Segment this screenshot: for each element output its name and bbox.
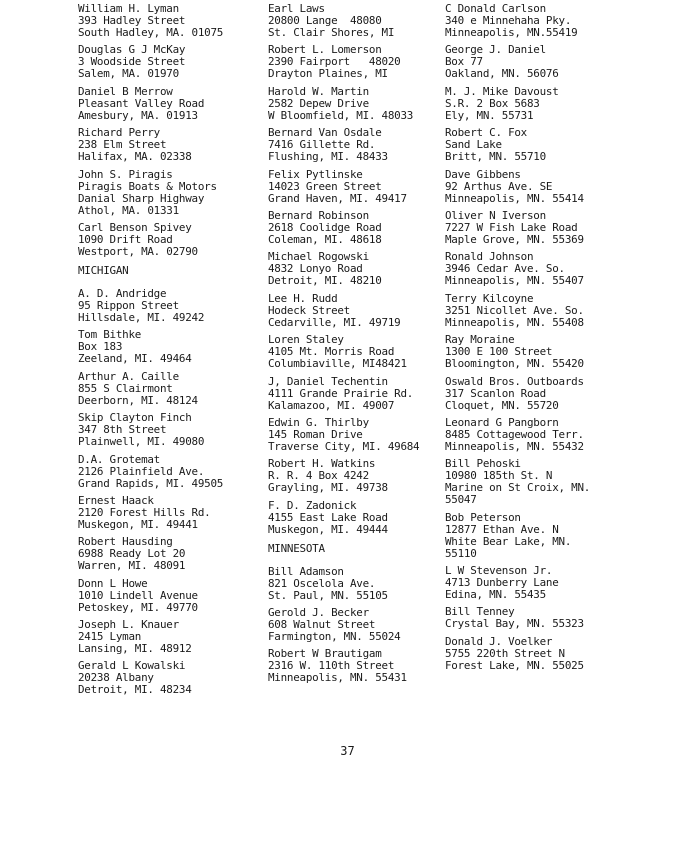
address-line: 5755 220th Street N — [445, 646, 565, 660]
address-line: 855 S Clairmont — [78, 381, 173, 395]
address-entry — [445, 417, 660, 453]
address-entry — [445, 44, 660, 80]
address-entry — [445, 293, 660, 329]
entry-name: Bernard Van Osdale — [268, 126, 382, 140]
entry-name: Richard Perry — [78, 126, 160, 140]
address-entry — [445, 565, 660, 601]
address-line: Hodeck Street — [268, 303, 350, 317]
entry-name: Robert C. Fox — [445, 126, 527, 140]
address-entry — [78, 536, 263, 572]
address-line: Maple Grove, MN. 55369 — [445, 232, 584, 246]
address-entry — [268, 3, 443, 39]
address-line: Deerborn, MI. 48124 — [78, 393, 198, 407]
address-line: Minneapolis, MN. 55414 — [445, 191, 584, 205]
address-line: 2582 Depew Drive — [268, 96, 369, 110]
address-entry — [445, 127, 660, 163]
page-number: 37 — [340, 744, 355, 758]
address-line: R. R. 4 Box 4242 — [268, 469, 369, 483]
address-entry — [445, 512, 660, 560]
address-line: 4832 Lonyo Road — [268, 262, 363, 276]
entry-name: Harold W. Martin — [268, 84, 369, 98]
entry-name: Oliver N Iverson — [445, 208, 546, 222]
address-entry — [78, 578, 263, 614]
entry-name: Edwin G. Thirlby — [268, 415, 369, 429]
entry-name: Carl Benson Spivey — [78, 220, 192, 234]
address-line: Piragis Boats & Motors — [78, 179, 217, 193]
address-line: Kalamazoo, MI. 49007 — [268, 398, 395, 412]
address-line: Warren, MI. 48091 — [78, 559, 186, 573]
address-line: Sand Lake — [445, 138, 502, 152]
address-line: 92 Arthus Ave. SE — [445, 179, 553, 193]
address-line: 145 Roman Drive — [268, 427, 363, 441]
address-line: Athol, MA. 01331 — [78, 203, 179, 217]
address-line: 6988 Ready Lot 20 — [78, 547, 186, 561]
address-entry — [78, 3, 263, 39]
entry-name: Ray Moraine — [445, 333, 515, 347]
entry-name: C Donald Carlson — [445, 2, 546, 15]
entry-name: Leonard G Pangborn — [445, 415, 559, 429]
address-column-2 — [268, 3, 443, 690]
address-line: Minneapolis, MN. 55408 — [445, 315, 584, 329]
address-line: Hillsdale, MI. 49242 — [78, 310, 205, 324]
address-line: Grand Haven, MI. 49417 — [268, 191, 407, 205]
address-line: 2316 W. 110th Street — [268, 659, 395, 673]
address-line: 8485 Cottagewood Terr. — [445, 427, 584, 441]
entry-name: F. D. Zadonick — [268, 498, 357, 512]
entry-name: Gerold J. Becker — [268, 606, 369, 620]
entry-name: A. D. Andridge — [78, 286, 167, 300]
address-line: Box 183 — [78, 340, 123, 354]
address-line: 7227 W Fish Lake Road — [445, 220, 578, 234]
entry-name: Felix Pytlinske — [268, 167, 363, 181]
address-entry — [445, 636, 660, 672]
address-line: 2415 Lyman — [78, 630, 142, 644]
entry-name: Bernard Robinson — [268, 208, 369, 222]
address-line: Columbiaville, MI48421 — [268, 357, 407, 371]
address-line: 317 Scanlon Road — [445, 386, 546, 400]
address-line: 95 Rippon Street — [78, 298, 179, 312]
address-entry — [268, 417, 443, 453]
entry-name: M. J. Mike Davoust — [445, 84, 559, 98]
address-entry — [78, 495, 263, 531]
address-column-1 — [78, 3, 263, 702]
entry-name: Bob Peterson — [445, 510, 521, 524]
state-heading: MINNESOTA — [268, 541, 325, 555]
address-entry — [268, 293, 443, 329]
entry-name: Donald J. Voelker — [445, 634, 553, 648]
address-line: S.R. 2 Box 5683 — [445, 96, 540, 110]
address-entry — [78, 371, 263, 407]
address-line: Lansing, MI. 48912 — [78, 642, 192, 656]
address-line: Detroit, MI. 48210 — [268, 274, 382, 288]
entry-name: George J. Daniel — [445, 43, 546, 57]
address-line: 4155 East Lake Road — [268, 510, 388, 524]
entry-name: J, Daniel Techentin — [268, 374, 388, 388]
address-line: 20800 Lange 48080 — [268, 14, 382, 27]
address-entry — [268, 169, 443, 205]
address-entry — [268, 607, 443, 643]
address-entry — [268, 334, 443, 370]
address-entry — [78, 127, 263, 163]
entry-name: Michael Rogowski — [268, 250, 369, 264]
address-line: Muskegon, MI. 49441 — [78, 517, 198, 531]
address-entry — [78, 454, 263, 490]
address-entry — [445, 86, 660, 122]
address-line: Amesbury, MA. 01913 — [78, 108, 198, 122]
address-entry — [445, 334, 660, 370]
address-line: Minneapolis, MN. 55407 — [445, 274, 584, 288]
address-entry — [268, 458, 443, 494]
address-line: 1010 Lindell Avenue — [78, 588, 198, 602]
entry-name: Dave Gibbens — [445, 167, 521, 181]
address-line: Zeeland, MI. 49464 — [78, 352, 192, 366]
address-line: 347 8th Street — [78, 423, 167, 437]
address-line: Traverse City, MI. 49684 — [268, 439, 420, 453]
address-entry — [445, 3, 660, 39]
address-line: Pleasant Valley Road — [78, 96, 205, 110]
address-line: Drayton Plaines, MI — [268, 67, 388, 81]
address-line: 12877 Ethan Ave. N — [445, 522, 559, 536]
entry-name: Bill Adamson — [268, 564, 344, 578]
entry-name: Ernest Haack — [78, 493, 154, 507]
address-line: Crystal Bay, MN. 55323 — [445, 617, 584, 631]
entry-name: Loren Staley — [268, 333, 344, 347]
address-line: 55047 — [445, 493, 477, 507]
address-line: Britt, MN. 55710 — [445, 150, 546, 164]
address-line: 393 Hadley Street — [78, 14, 186, 27]
address-line: Grand Rapids, MI. 49505 — [78, 476, 224, 490]
entry-name: Bill Tenney — [445, 605, 515, 619]
address-line: Cedarville, MI. 49719 — [268, 315, 401, 329]
entry-name: Gerald L Kowalski — [78, 659, 186, 673]
entry-name: Robert Hausding — [78, 535, 173, 549]
address-line: 20238 Albany — [78, 671, 154, 685]
address-line: St. Paul, MN. 55105 — [268, 588, 388, 602]
entry-name: Skip Clayton Finch — [78, 411, 192, 425]
address-entry — [78, 222, 263, 258]
entry-name: Terry Kilcoyne — [445, 291, 534, 305]
address-line: 2390 Fairport 48020 — [268, 55, 401, 69]
address-line: Bloomington, MN. 55420 — [445, 357, 584, 371]
entry-name: Bill Pehoski — [445, 457, 521, 471]
address-entry — [78, 660, 263, 696]
entry-name: Robert L. Lomerson — [268, 43, 382, 57]
address-line: 3946 Cedar Ave. So. — [445, 262, 565, 276]
address-line: 608 Walnut Street — [268, 618, 376, 632]
address-line: South Hadley, MA. 01075 — [78, 26, 224, 39]
address-line: Cloquet, MN. 55720 — [445, 398, 559, 412]
address-line: Ely, MN. 55731 — [445, 108, 534, 122]
address-line: Minneapolis, MN. 55432 — [445, 439, 584, 453]
address-line: 3251 Nicollet Ave. So. — [445, 303, 584, 317]
address-line: Salem, MA. 01970 — [78, 67, 179, 81]
address-line: 821 Oscelola Ave. — [268, 576, 376, 590]
address-line: Box 77 — [445, 55, 483, 69]
entry-name: Joseph L. Knauer — [78, 618, 179, 632]
entry-name: Oswald Bros. Outboards — [445, 374, 584, 388]
address-entry — [78, 288, 263, 324]
address-entry — [445, 606, 660, 630]
address-entry — [268, 648, 443, 684]
address-line: Coleman, MI. 48618 — [268, 232, 382, 246]
address-line: Edina, MN. 55435 — [445, 588, 546, 602]
address-line: 55110 — [445, 546, 477, 560]
address-entry — [268, 86, 443, 122]
address-line: 4111 Grande Prairie Rd. — [268, 386, 414, 400]
address-line: 7416 Gillette Rd. — [268, 138, 376, 152]
address-line: 1300 E 100 Street — [445, 345, 553, 359]
address-line: Minneapolis, MN. 55431 — [268, 671, 407, 685]
address-line: Farmington, MN. 55024 — [268, 630, 401, 644]
address-column-3 — [445, 3, 660, 677]
address-entry — [78, 329, 263, 365]
address-line: Marine on St Croix, MN. — [445, 481, 591, 495]
address-line: W Bloomfield, MI. 48033 — [268, 108, 414, 122]
address-line: 4713 Dunberry Lane — [445, 576, 559, 590]
address-line: Oakland, MN. 56076 — [445, 67, 559, 81]
entry-name: Lee H. Rudd — [268, 291, 338, 305]
address-entry — [268, 127, 443, 163]
address-line: Halifax, MA. 02338 — [78, 150, 192, 164]
address-line: Grayling, MI. 49738 — [268, 481, 388, 495]
address-entry — [78, 44, 263, 80]
address-line: St. Clair Shores, MI — [268, 26, 395, 39]
entry-name: Donn L Howe — [78, 576, 148, 590]
address-line: Plainwell, MI. 49080 — [78, 435, 205, 449]
address-line: 3 Woodside Street — [78, 55, 186, 69]
address-line: 340 e Minnehaha Pky. — [445, 14, 572, 27]
entry-name: Robert H. Watkins — [268, 457, 376, 471]
address-entry — [268, 500, 443, 536]
address-line: Flushing, MI. 48433 — [268, 150, 388, 164]
entry-name: John S. Piragis — [78, 167, 173, 181]
address-line: 4105 Mt. Morris Road — [268, 345, 395, 359]
entry-name: Daniel B Merrow — [78, 84, 173, 98]
address-line: Minneapolis, MN.55419 — [445, 26, 578, 39]
address-entry — [78, 169, 263, 217]
address-entry — [78, 86, 263, 122]
entry-name: L W Stevenson Jr. — [445, 564, 553, 578]
entry-name: Douglas G J McKay — [78, 43, 186, 57]
address-entry — [268, 376, 443, 412]
address-line: 14023 Green Street — [268, 179, 382, 193]
address-line: Forest Lake, MN. 55025 — [445, 658, 584, 672]
entry-name: Ronald Johnson — [445, 250, 534, 264]
address-line: 2618 Coolidge Road — [268, 220, 382, 234]
state-heading: MICHIGAN — [78, 263, 129, 277]
address-entry — [78, 619, 263, 655]
entry-name: Arthur A. Caille — [78, 369, 179, 383]
address-entry — [445, 169, 660, 205]
address-line: Muskegon, MI. 49444 — [268, 522, 388, 536]
address-entry — [268, 44, 443, 80]
address-line: Detroit, MI. 48234 — [78, 683, 192, 697]
address-entry — [268, 566, 443, 602]
entry-name: Robert W Brautigam — [268, 647, 382, 661]
address-line: Danial Sharp Highway — [78, 191, 205, 205]
address-line: 1090 Drift Road — [78, 232, 173, 246]
address-entry — [445, 251, 660, 287]
address-line: 2120 Forest Hills Rd. — [78, 505, 211, 519]
address-entry — [445, 458, 660, 506]
address-line: White Bear Lake, MN. — [445, 534, 572, 548]
address-line: Westport, MA. 02790 — [78, 244, 198, 258]
address-line: 238 Elm Street — [78, 138, 167, 152]
address-line: 2126 Plainfield Ave. — [78, 464, 205, 478]
address-entry — [268, 251, 443, 287]
address-entry — [445, 376, 660, 412]
entry-name: Earl Laws — [268, 2, 325, 15]
address-entry — [78, 412, 263, 448]
entry-name: Tom Bithke — [78, 328, 142, 342]
entry-name: William H. Lyman — [78, 2, 179, 15]
address-line: Petoskey, MI. 49770 — [78, 600, 198, 614]
address-entry — [268, 210, 443, 246]
address-line: 10980 185th St. N — [445, 469, 553, 483]
address-entry — [445, 210, 660, 246]
entry-name: D.A. Grotemat — [78, 452, 160, 466]
